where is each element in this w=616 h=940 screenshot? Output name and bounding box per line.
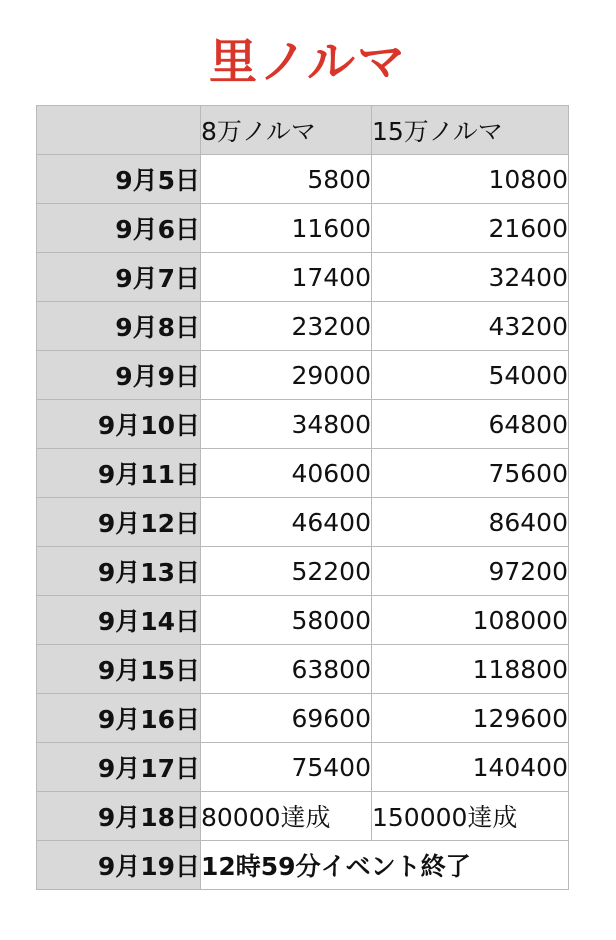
table-row <box>37 400 569 449</box>
quota-80k-cell: 11600 <box>201 204 372 253</box>
quota-80k-cell: 58000 <box>201 596 372 645</box>
quota-150k-cell: 43200 <box>372 302 569 351</box>
table-row <box>37 204 569 253</box>
quota-table <box>36 105 569 890</box>
quota-80k-cell: 34800 <box>201 400 372 449</box>
table-row <box>37 743 569 792</box>
table-row <box>37 645 569 694</box>
date-cell: 9月8日 <box>37 302 201 351</box>
date-cell: 9月5日 <box>37 155 201 204</box>
date-cell: 9月11日 <box>37 449 201 498</box>
table-row <box>37 302 569 351</box>
quota-150k-cell: 54000 <box>372 351 569 400</box>
quota-150k-cell: 118800 <box>372 645 569 694</box>
header-80k-quota: 8万ノルマ <box>201 106 372 155</box>
quota-150k-cell: 140400 <box>372 743 569 792</box>
table-row <box>37 694 569 743</box>
table-row <box>37 155 569 204</box>
table-row-event-end <box>37 841 569 890</box>
quota-80k-cell: 29000 <box>201 351 372 400</box>
quota-150k-cell: 129600 <box>372 694 569 743</box>
date-cell: 9月13日 <box>37 547 201 596</box>
quota-150k-achieved-cell: 150000達成 <box>372 792 569 841</box>
date-cell: 9月9日 <box>37 351 201 400</box>
table-row <box>37 498 569 547</box>
quota-80k-cell: 23200 <box>201 302 372 351</box>
table-row <box>37 596 569 645</box>
header-row <box>37 106 569 155</box>
quota-150k-cell: 86400 <box>372 498 569 547</box>
date-cell: 9月17日 <box>37 743 201 792</box>
page-title: 里ノルマ <box>208 34 408 90</box>
quota-80k-cell: 40600 <box>201 449 372 498</box>
date-cell: 9月18日 <box>37 792 201 841</box>
table-row-achieved <box>37 792 569 841</box>
quota-150k-cell: 10800 <box>372 155 569 204</box>
date-cell: 9月10日 <box>37 400 201 449</box>
date-cell: 9月19日 <box>37 841 201 890</box>
date-cell: 9月16日 <box>37 694 201 743</box>
event-end-note: 12時59分イベント終了 <box>201 841 569 890</box>
quota-80k-cell: 69600 <box>201 694 372 743</box>
quota-80k-cell: 17400 <box>201 253 372 302</box>
header-150k-quota: 15万ノルマ <box>372 106 569 155</box>
quota-80k-cell: 63800 <box>201 645 372 694</box>
header-corner <box>37 106 201 155</box>
date-cell: 9月6日 <box>37 204 201 253</box>
quota-150k-cell: 108000 <box>372 596 569 645</box>
quota-150k-cell: 32400 <box>372 253 569 302</box>
quota-80k-cell: 46400 <box>201 498 372 547</box>
quota-80k-achieved-cell: 80000達成 <box>201 792 372 841</box>
quota-80k-cell: 75400 <box>201 743 372 792</box>
date-cell: 9月12日 <box>37 498 201 547</box>
quota-80k-cell: 52200 <box>201 547 372 596</box>
quota-80k-cell: 5800 <box>201 155 372 204</box>
table-row <box>37 449 569 498</box>
date-cell: 9月14日 <box>37 596 201 645</box>
quota-150k-cell: 64800 <box>372 400 569 449</box>
table-row <box>37 547 569 596</box>
table-row <box>37 253 569 302</box>
quota-150k-cell: 21600 <box>372 204 569 253</box>
table-row <box>37 351 569 400</box>
quota-150k-cell: 75600 <box>372 449 569 498</box>
date-cell: 9月15日 <box>37 645 201 694</box>
date-cell: 9月7日 <box>37 253 201 302</box>
quota-150k-cell: 97200 <box>372 547 569 596</box>
